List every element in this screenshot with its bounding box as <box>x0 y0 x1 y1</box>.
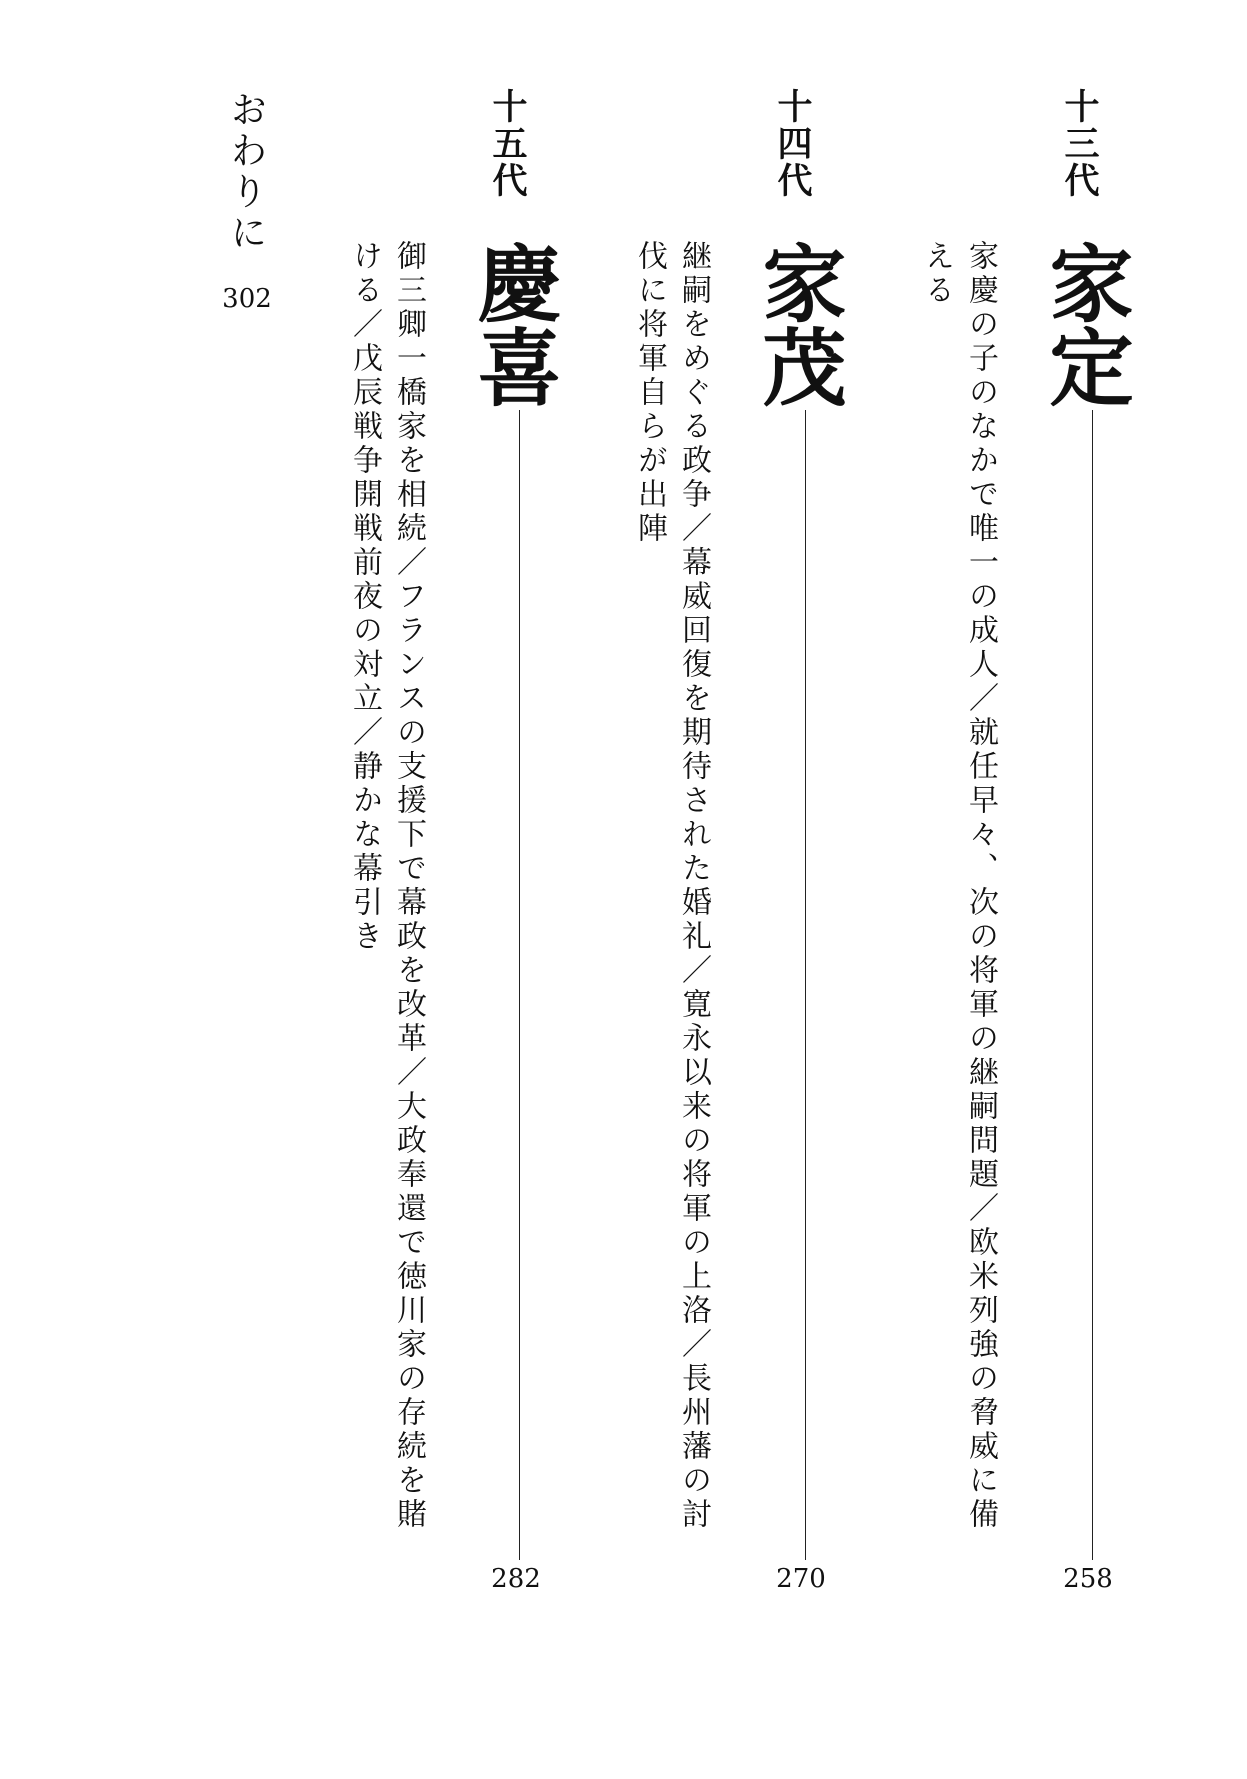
chapter-description-line-2: 伐に将軍自らが出陣 <box>632 240 667 546</box>
page-number[interactable]: 258 <box>1063 1564 1113 1594</box>
chapter-description-line-1: 家慶の子のなかで唯一の成人／就任早々、次の将軍の継嗣問題／欧米列強の脅威に備 <box>963 240 998 1532</box>
chapter-description-line-2: ける／戊辰戦争開戦前夜の対立／静かな幕引き <box>347 240 382 954</box>
chapter-description-line-1: 継嗣をめぐる政争／幕威回復を期待された婚礼／寛永以来の将軍の上洛／長州藩の討 <box>676 240 711 1532</box>
chapter-description-line-2: える <box>919 240 954 308</box>
chapter-generation: 十三代 <box>1059 88 1100 199</box>
chapter-description-line-1: 御三卿一橋家を相続／フランスの支援下で幕政を改革／大政奉還で徳川家の存続を賭 <box>391 240 426 1532</box>
page-number[interactable]: 302 <box>222 284 272 314</box>
chapter-title[interactable]: 家定 <box>1036 240 1135 408</box>
chapter-generation: 十四代 <box>772 88 813 199</box>
chapter-generation: 十五代 <box>487 88 528 199</box>
leader-rule <box>805 410 806 1560</box>
chapter-title[interactable]: 家茂 <box>749 240 848 408</box>
leader-rule <box>1092 410 1093 1560</box>
leader-rule <box>519 410 520 1560</box>
closing-title[interactable]: おわりに <box>224 90 267 254</box>
page-number[interactable]: 282 <box>491 1564 541 1594</box>
chapter-title[interactable]: 慶喜 <box>464 240 563 408</box>
page-number[interactable]: 270 <box>776 1564 826 1594</box>
